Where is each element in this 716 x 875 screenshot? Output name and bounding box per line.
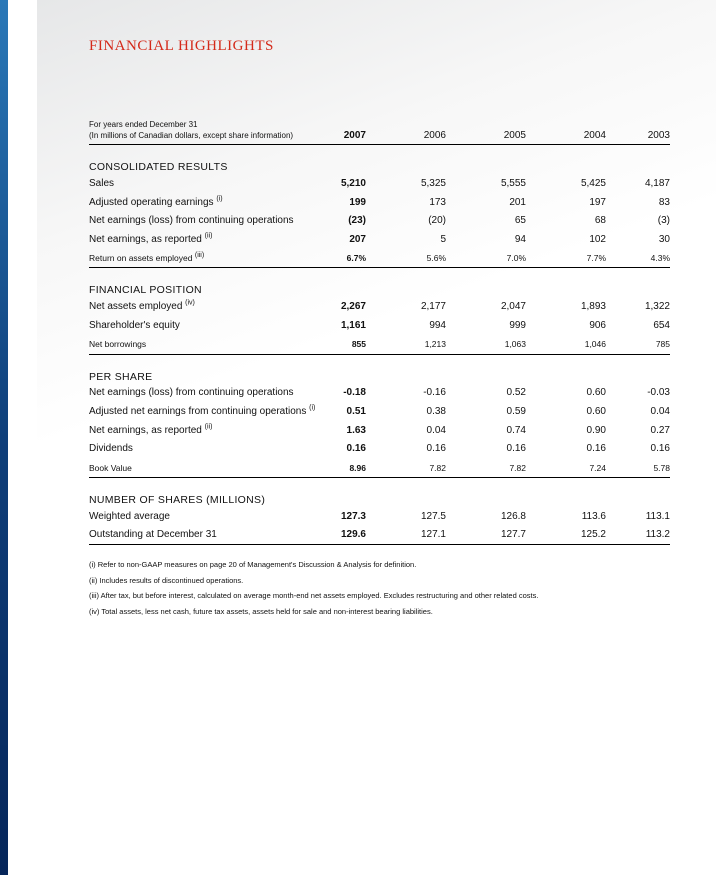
- year-header: 2003: [647, 130, 670, 141]
- value-cell: 102: [589, 233, 606, 245]
- row-label-text: Outstanding at December 31: [89, 529, 217, 541]
- row-label-text: Weighted average: [89, 510, 170, 522]
- table-row: [89, 458, 670, 478]
- table-row: [89, 402, 670, 421]
- footnote: (i) Refer to non-GAAP measures on page 20 of Management's Discussion & Analysis for definition.: [89, 560, 417, 570]
- row-label: [89, 215, 326, 226]
- row-label: [89, 443, 326, 454]
- value-cell: 1.63: [346, 424, 366, 436]
- row-label-text: Net earnings, as reported: [89, 233, 202, 245]
- value-cell: 0.52: [506, 387, 526, 399]
- value-cell: 0.04: [426, 424, 446, 436]
- table-row: [89, 249, 670, 269]
- header-line-1: For years ended December 31: [89, 120, 198, 129]
- value-cell: 7.82: [509, 462, 526, 473]
- value-cell: 0.74: [506, 424, 526, 436]
- value-cell: 8.96: [349, 462, 366, 473]
- value-cell: 4,187: [644, 177, 670, 189]
- value-cell: (3): [657, 215, 670, 227]
- footnote-ref: (i): [216, 195, 223, 203]
- value-cell: 127.5: [420, 510, 446, 522]
- footnote-ref: (ii): [204, 423, 213, 431]
- value-cell: (23): [348, 215, 366, 227]
- header-caption: [89, 119, 326, 141]
- value-cell: 113.2: [645, 529, 670, 541]
- value-cell: 94: [514, 233, 526, 245]
- value-cell: 0.38: [426, 406, 446, 418]
- value-cell: 654: [653, 319, 670, 331]
- header-line-2: (In millions of Canadian dollars, except share information): [89, 131, 294, 140]
- year-header: 2005: [503, 130, 526, 141]
- table-row: [89, 211, 670, 230]
- value-cell: 0.16: [506, 443, 526, 455]
- value-cell: 5,325: [420, 177, 446, 189]
- year-header: 2006: [423, 130, 446, 141]
- table-row: [89, 526, 670, 546]
- value-cell: 1,046: [584, 339, 606, 350]
- value-cell: 5.6%: [426, 253, 446, 264]
- left-accent-bar: [0, 0, 8, 875]
- value-cell: 68: [594, 215, 606, 227]
- value-cell: 0.90: [586, 424, 606, 436]
- value-cell: 125.2: [580, 529, 606, 541]
- section-heading: NUMBER OF SHARES (MILLIONS): [89, 493, 266, 506]
- page-title: FINANCIAL HIGHLIGHTS: [89, 38, 274, 54]
- value-cell: 0.60: [586, 406, 606, 418]
- value-cell: 1,063: [504, 339, 526, 350]
- value-cell: 785: [655, 339, 670, 350]
- table-header: [89, 119, 670, 145]
- section-heading: CONSOLIDATED RESULTS: [89, 161, 228, 173]
- value-cell: 0.04: [650, 406, 670, 418]
- value-cell: 4.3%: [650, 253, 670, 264]
- value-cell: 173: [429, 196, 446, 208]
- table-row: [89, 193, 670, 212]
- value-cell: 2,047: [500, 301, 526, 313]
- row-label-text: Net earnings (loss) from continuing operations: [89, 387, 294, 399]
- table-row: [89, 297, 670, 316]
- financial-table: [89, 119, 670, 545]
- row-label: [89, 234, 326, 245]
- value-cell: 999: [509, 319, 526, 331]
- value-cell: 7.7%: [586, 253, 606, 264]
- row-label: [89, 463, 326, 473]
- value-cell: 0.16: [650, 443, 670, 455]
- row-label-text: Return on assets employed: [89, 253, 193, 264]
- row-label-text: Net earnings, as reported: [89, 424, 202, 436]
- value-cell: 855: [351, 339, 366, 350]
- value-cell: 1,213: [424, 339, 446, 350]
- row-label-text: Net assets employed: [89, 301, 183, 313]
- row-label-text: Adjusted operating earnings: [89, 196, 214, 208]
- row-label-text: Sales: [89, 177, 115, 189]
- value-cell: 0.51: [346, 406, 366, 418]
- footnotes: [89, 557, 670, 619]
- footnote-ref: (i): [309, 404, 316, 412]
- value-cell: 127.7: [500, 529, 526, 541]
- value-cell: 0.16: [426, 443, 446, 455]
- row-label: [89, 511, 326, 522]
- value-cell: 2,267: [340, 301, 366, 313]
- table-row: [89, 174, 670, 193]
- value-cell: 207: [349, 233, 366, 245]
- table-row: [89, 440, 670, 459]
- value-cell: 127.1: [420, 529, 446, 541]
- section-heading: PER SHARE: [89, 370, 153, 383]
- table-row: [89, 507, 670, 526]
- value-cell: 201: [509, 196, 526, 208]
- value-cell: 906: [589, 319, 606, 331]
- year-header: 2007: [343, 130, 366, 141]
- row-label: [89, 529, 326, 540]
- footnote: (iv) Total assets, less net cash, future tax assets, assets held for sale and non-interest bearing liabilities.: [89, 606, 433, 616]
- row-label-text: Dividends: [89, 443, 133, 455]
- value-cell: 0.59: [506, 406, 526, 418]
- content: [89, 119, 670, 619]
- section-heading: FINANCIAL POSITION: [89, 284, 202, 297]
- value-cell: 129.6: [340, 529, 366, 541]
- value-cell: 197: [589, 196, 606, 208]
- row-label-text: Shareholder's equity: [89, 319, 180, 331]
- row-label: [89, 301, 326, 312]
- row-label: [89, 197, 326, 208]
- footnote: (ii) Includes results of discontinued operations.: [89, 575, 244, 585]
- value-cell: 30: [658, 233, 670, 245]
- value-cell: 6.7%: [346, 253, 366, 264]
- row-label: [89, 425, 326, 436]
- value-cell: 199: [349, 196, 366, 208]
- value-cell: 0.16: [586, 443, 606, 455]
- value-cell: 5,210: [340, 177, 366, 189]
- row-label: [89, 406, 326, 417]
- value-cell: 5,425: [580, 177, 606, 189]
- value-cell: 65: [514, 215, 526, 227]
- value-cell: 2,177: [420, 301, 446, 313]
- value-cell: 7.82: [429, 462, 446, 473]
- value-cell: 7.0%: [506, 253, 526, 264]
- footnote: (iii) After tax, but before interest, calculated on average month-end net assets employed. Excludes restructuring and other related costs.: [89, 591, 539, 601]
- value-cell: 0.16: [346, 443, 366, 455]
- row-label-text: Net borrowings: [89, 339, 147, 350]
- value-cell: -0.18: [343, 387, 366, 399]
- value-cell: 126.8: [500, 510, 526, 522]
- value-cell: 1,322: [644, 301, 670, 313]
- row-label: [89, 178, 326, 189]
- value-cell: -0.16: [423, 387, 446, 399]
- value-cell: 0.60: [586, 387, 606, 399]
- table-row: [89, 421, 670, 440]
- value-cell: 5,555: [500, 177, 526, 189]
- row-label: [89, 387, 326, 398]
- value-cell: (20): [428, 215, 446, 227]
- table-row: [89, 384, 670, 403]
- value-cell: -0.03: [647, 387, 670, 399]
- row-label-text: Book Value: [89, 462, 132, 473]
- row-label: [89, 253, 326, 263]
- value-cell: 7.24: [589, 462, 606, 473]
- footnote-ref: (iv): [185, 299, 195, 307]
- value-cell: 5.78: [653, 462, 670, 473]
- table-row: [89, 230, 670, 249]
- row-label-text: Adjusted net earnings from continuing operations: [89, 406, 307, 418]
- value-cell: 5: [440, 233, 446, 245]
- row-label: [89, 320, 326, 331]
- footnote-ref: (ii): [204, 232, 213, 240]
- row-label-text: Net earnings (loss) from continuing operations: [89, 215, 294, 227]
- value-cell: 127.3: [340, 510, 366, 522]
- row-label: [89, 339, 326, 349]
- value-cell: 1,161: [340, 319, 366, 331]
- value-cell: 994: [429, 319, 446, 331]
- table-row: [89, 335, 670, 355]
- value-cell: 113.6: [581, 510, 606, 522]
- table-row: [89, 316, 670, 335]
- value-cell: 83: [658, 196, 670, 208]
- value-cell: 1,893: [580, 301, 606, 313]
- value-cell: 0.27: [650, 424, 670, 436]
- value-cell: 113.1: [645, 510, 670, 522]
- year-header: 2004: [583, 130, 606, 141]
- footnote-ref: (iii): [194, 252, 205, 260]
